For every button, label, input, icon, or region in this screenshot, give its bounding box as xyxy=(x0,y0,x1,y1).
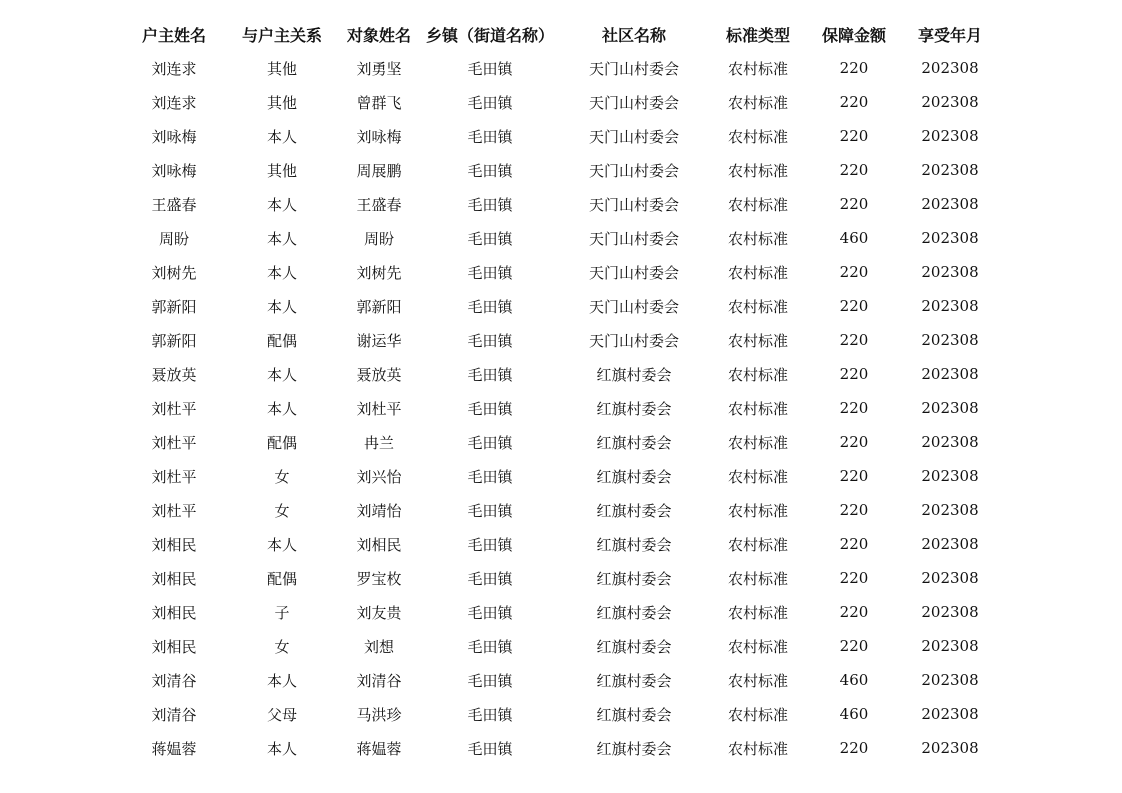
household-head-cell: 刘清谷 xyxy=(151,671,197,690)
standard-type-cell: 农村标准 xyxy=(727,467,788,486)
township-cell: 毛田镇 xyxy=(467,331,513,350)
table-row xyxy=(118,527,996,561)
township-cell: 毛田镇 xyxy=(467,569,513,588)
household-head-cell: 刘清谷 xyxy=(151,705,197,724)
table-row xyxy=(118,459,996,493)
household-head-cell: 刘咏梅 xyxy=(151,127,197,146)
community-cell: 红旗村委会 xyxy=(596,671,672,690)
township-cell: 毛田镇 xyxy=(467,535,513,554)
amount-cell: 220 xyxy=(839,501,869,519)
community-cell: 天门山村委会 xyxy=(588,229,679,248)
township-cell: 毛田镇 xyxy=(467,229,513,248)
month-cell: 202308 xyxy=(921,331,979,349)
household-head-cell: 刘杜平 xyxy=(151,467,197,486)
recipient-name-cell: 刘咏梅 xyxy=(356,127,402,146)
table-row xyxy=(118,153,996,187)
relationship-cell: 本人 xyxy=(266,671,297,690)
standard-type-cell: 农村标准 xyxy=(727,195,788,214)
household-head-cell: 刘咏梅 xyxy=(151,161,197,180)
standard-type-cell: 农村标准 xyxy=(727,603,788,622)
header-amount: 保障金额 xyxy=(821,25,886,45)
community-cell: 红旗村委会 xyxy=(596,399,672,418)
amount-cell: 220 xyxy=(839,93,869,111)
month-cell: 202308 xyxy=(921,297,979,315)
relationship-cell: 女 xyxy=(274,501,290,520)
community-cell: 红旗村委会 xyxy=(596,569,672,588)
household-head-cell: 郭新阳 xyxy=(151,297,197,316)
recipient-name-cell: 冉兰 xyxy=(363,433,394,452)
recipient-name-cell: 周盼 xyxy=(363,229,394,248)
standard-type-cell: 农村标准 xyxy=(727,161,788,180)
amount-cell: 220 xyxy=(839,297,869,315)
recipient-name-cell: 刘勇坚 xyxy=(356,59,402,78)
header-row xyxy=(118,17,996,51)
community-cell: 红旗村委会 xyxy=(596,739,672,758)
standard-type-cell: 农村标准 xyxy=(727,59,788,78)
community-cell: 红旗村委会 xyxy=(596,603,672,622)
amount-cell: 220 xyxy=(839,365,869,383)
township-cell: 毛田镇 xyxy=(467,739,513,758)
amount-cell: 220 xyxy=(839,331,869,349)
household-head-cell: 刘相民 xyxy=(151,637,197,656)
standard-type-cell: 农村标准 xyxy=(727,127,788,146)
township-cell: 毛田镇 xyxy=(467,501,513,520)
header-month: 享受年月 xyxy=(917,25,982,45)
community-cell: 天门山村委会 xyxy=(588,59,679,78)
township-cell: 毛田镇 xyxy=(467,297,513,316)
month-cell: 202308 xyxy=(921,671,979,689)
table-row xyxy=(118,119,996,153)
table-row xyxy=(118,697,996,731)
table-row xyxy=(118,663,996,697)
amount-cell: 220 xyxy=(839,433,869,451)
table-row xyxy=(118,595,996,629)
standard-type-cell: 农村标准 xyxy=(727,535,788,554)
month-cell: 202308 xyxy=(921,705,979,723)
standard-type-cell: 农村标准 xyxy=(727,569,788,588)
standard-type-cell: 农村标准 xyxy=(727,93,788,112)
standard-type-cell: 农村标准 xyxy=(727,365,788,384)
relationship-cell: 其他 xyxy=(266,93,297,112)
relationship-cell: 本人 xyxy=(266,195,297,214)
standard-type-cell: 农村标准 xyxy=(727,331,788,350)
relationship-cell: 本人 xyxy=(266,263,297,282)
standard-type-cell: 农村标准 xyxy=(727,739,788,758)
community-cell: 红旗村委会 xyxy=(596,365,672,384)
community-cell: 天门山村委会 xyxy=(588,263,679,282)
month-cell: 202308 xyxy=(921,365,979,383)
month-cell: 202308 xyxy=(921,399,979,417)
header-recipient-name: 对象姓名 xyxy=(346,25,411,45)
township-cell: 毛田镇 xyxy=(467,195,513,214)
household-head-cell: 刘杜平 xyxy=(151,433,197,452)
community-cell: 红旗村委会 xyxy=(596,705,672,724)
standard-type-cell: 农村标准 xyxy=(727,705,788,724)
recipient-name-cell: 刘靖怡 xyxy=(356,501,402,520)
township-cell: 毛田镇 xyxy=(467,433,513,452)
recipient-name-cell: 刘清谷 xyxy=(356,671,402,690)
table-row xyxy=(118,51,996,85)
community-cell: 天门山村委会 xyxy=(588,297,679,316)
township-cell: 毛田镇 xyxy=(467,603,513,622)
household-head-cell: 郭新阳 xyxy=(151,331,197,350)
relationship-cell: 配偶 xyxy=(266,433,297,452)
month-cell: 202308 xyxy=(921,59,979,77)
table-header xyxy=(118,17,996,51)
amount-cell: 220 xyxy=(839,59,869,77)
recipient-name-cell: 刘杜平 xyxy=(356,399,402,418)
household-head-cell: 蒋媪蓉 xyxy=(151,739,197,758)
relationship-cell: 子 xyxy=(274,603,290,622)
relationship-cell: 女 xyxy=(274,637,290,656)
relationship-cell: 本人 xyxy=(266,127,297,146)
community-cell: 天门山村委会 xyxy=(588,331,679,350)
relationship-cell: 女 xyxy=(274,467,290,486)
benefit-recipients-table xyxy=(118,17,996,765)
recipient-name-cell: 罗宝枚 xyxy=(356,569,402,588)
community-cell: 红旗村委会 xyxy=(596,501,672,520)
township-cell: 毛田镇 xyxy=(467,399,513,418)
month-cell: 202308 xyxy=(921,637,979,655)
month-cell: 202308 xyxy=(921,433,979,451)
household-head-cell: 周盼 xyxy=(158,229,189,248)
amount-cell: 220 xyxy=(839,127,869,145)
standard-type-cell: 农村标准 xyxy=(727,671,788,690)
amount-cell: 220 xyxy=(839,637,869,655)
recipient-name-cell: 刘兴怡 xyxy=(356,467,402,486)
township-cell: 毛田镇 xyxy=(467,127,513,146)
table-row xyxy=(118,221,996,255)
month-cell: 202308 xyxy=(921,195,979,213)
relationship-cell: 本人 xyxy=(266,739,297,758)
household-head-cell: 刘树先 xyxy=(151,263,197,282)
relationship-cell: 本人 xyxy=(266,365,297,384)
township-cell: 毛田镇 xyxy=(467,59,513,78)
amount-cell: 460 xyxy=(839,671,869,689)
table-row xyxy=(118,493,996,527)
standard-type-cell: 农村标准 xyxy=(727,433,788,452)
community-cell: 红旗村委会 xyxy=(596,433,672,452)
standard-type-cell: 农村标准 xyxy=(727,637,788,656)
table-row xyxy=(118,629,996,663)
amount-cell: 220 xyxy=(839,467,869,485)
table-row xyxy=(118,85,996,119)
household-head-cell: 刘杜平 xyxy=(151,399,197,418)
community-cell: 天门山村委会 xyxy=(588,93,679,112)
recipient-name-cell: 郭新阳 xyxy=(356,297,402,316)
standard-type-cell: 农村标准 xyxy=(727,399,788,418)
household-head-cell: 刘连求 xyxy=(151,93,197,112)
recipient-name-cell: 刘树先 xyxy=(356,263,402,282)
community-cell: 天门山村委会 xyxy=(588,195,679,214)
household-head-cell: 刘连求 xyxy=(151,59,197,78)
community-cell: 天门山村委会 xyxy=(588,127,679,146)
household-head-cell: 王盛春 xyxy=(151,195,197,214)
recipient-name-cell: 马洪珍 xyxy=(356,705,402,724)
household-head-cell: 刘相民 xyxy=(151,569,197,588)
community-cell: 红旗村委会 xyxy=(596,535,672,554)
township-cell: 毛田镇 xyxy=(467,93,513,112)
household-head-cell: 刘杜平 xyxy=(151,501,197,520)
amount-cell: 460 xyxy=(839,705,869,723)
header-household-head: 户主姓名 xyxy=(141,25,206,45)
township-cell: 毛田镇 xyxy=(467,671,513,690)
household-head-cell: 聂放英 xyxy=(151,365,197,384)
header-relationship: 与户主关系 xyxy=(241,25,322,45)
relationship-cell: 本人 xyxy=(266,535,297,554)
relationship-cell: 本人 xyxy=(266,297,297,316)
table-body xyxy=(118,51,996,765)
header-standard-type: 标准类型 xyxy=(725,25,790,45)
amount-cell: 220 xyxy=(839,603,869,621)
standard-type-cell: 农村标准 xyxy=(727,229,788,248)
month-cell: 202308 xyxy=(921,263,979,281)
township-cell: 毛田镇 xyxy=(467,705,513,724)
standard-type-cell: 农村标准 xyxy=(727,501,788,520)
household-head-cell: 刘相民 xyxy=(151,535,197,554)
community-cell: 红旗村委会 xyxy=(596,637,672,656)
amount-cell: 220 xyxy=(839,263,869,281)
relationship-cell: 其他 xyxy=(266,161,297,180)
month-cell: 202308 xyxy=(921,501,979,519)
relationship-cell: 配偶 xyxy=(266,331,297,350)
month-cell: 202308 xyxy=(921,467,979,485)
relationship-cell: 本人 xyxy=(266,399,297,418)
recipient-name-cell: 曾群飞 xyxy=(356,93,402,112)
recipient-name-cell: 蒋媪蓉 xyxy=(356,739,402,758)
table-row xyxy=(118,357,996,391)
township-cell: 毛田镇 xyxy=(467,467,513,486)
recipient-name-cell: 聂放英 xyxy=(356,365,402,384)
table-row xyxy=(118,323,996,357)
table-row xyxy=(118,391,996,425)
recipient-name-cell: 刘相民 xyxy=(356,535,402,554)
amount-cell: 220 xyxy=(839,161,869,179)
township-cell: 毛田镇 xyxy=(467,263,513,282)
standard-type-cell: 农村标准 xyxy=(727,263,788,282)
recipient-name-cell: 谢运华 xyxy=(356,331,402,350)
community-cell: 天门山村委会 xyxy=(588,161,679,180)
amount-cell: 220 xyxy=(839,535,869,553)
month-cell: 202308 xyxy=(921,93,979,111)
township-cell: 毛田镇 xyxy=(467,161,513,180)
table-row xyxy=(118,255,996,289)
table-row xyxy=(118,289,996,323)
household-head-cell: 刘相民 xyxy=(151,603,197,622)
standard-type-cell: 农村标准 xyxy=(727,297,788,316)
month-cell: 202308 xyxy=(921,229,979,247)
amount-cell: 220 xyxy=(839,569,869,587)
recipient-name-cell: 周展鹏 xyxy=(356,161,402,180)
recipient-name-cell: 王盛春 xyxy=(356,195,402,214)
relationship-cell: 其他 xyxy=(266,59,297,78)
recipient-name-cell: 刘想 xyxy=(363,637,394,656)
table-row xyxy=(118,187,996,221)
table-row xyxy=(118,425,996,459)
month-cell: 202308 xyxy=(921,739,979,757)
relationship-cell: 父母 xyxy=(266,705,297,724)
header-township: 乡镇（街道名称） xyxy=(425,25,554,45)
amount-cell: 220 xyxy=(839,195,869,213)
township-cell: 毛田镇 xyxy=(467,365,513,384)
month-cell: 202308 xyxy=(921,535,979,553)
month-cell: 202308 xyxy=(921,127,979,145)
header-community: 社区名称 xyxy=(601,25,666,45)
amount-cell: 220 xyxy=(839,399,869,417)
month-cell: 202308 xyxy=(921,569,979,587)
community-cell: 红旗村委会 xyxy=(596,467,672,486)
month-cell: 202308 xyxy=(921,603,979,621)
recipient-name-cell: 刘友贵 xyxy=(356,603,402,622)
relationship-cell: 本人 xyxy=(266,229,297,248)
amount-cell: 460 xyxy=(839,229,869,247)
table-row xyxy=(118,561,996,595)
township-cell: 毛田镇 xyxy=(467,637,513,656)
amount-cell: 220 xyxy=(839,739,869,757)
month-cell: 202308 xyxy=(921,161,979,179)
table-row xyxy=(118,731,996,765)
relationship-cell: 配偶 xyxy=(266,569,297,588)
